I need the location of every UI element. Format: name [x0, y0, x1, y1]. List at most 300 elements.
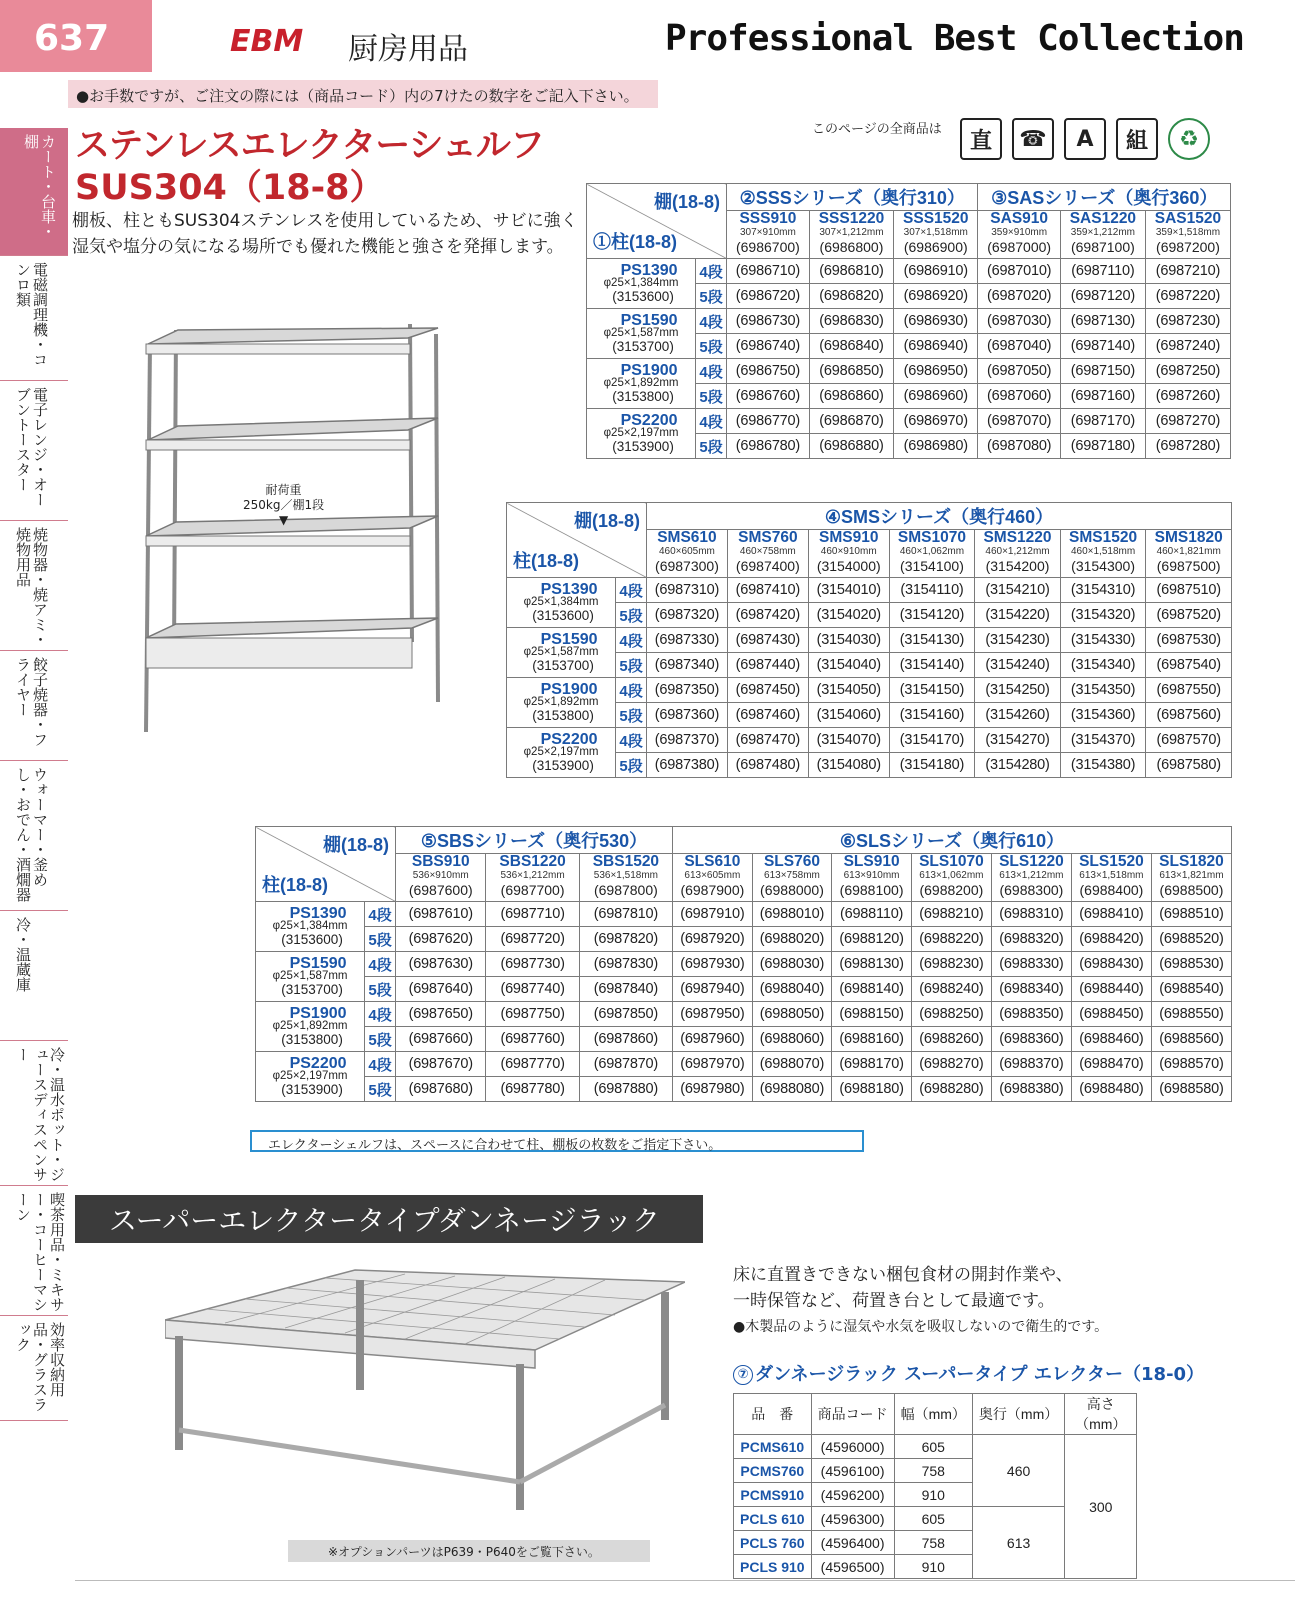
- product-code: (6987120): [1060, 284, 1145, 309]
- bottom-divider: [75, 1580, 1295, 1581]
- product-code: (6987060): [978, 384, 1060, 409]
- product-code: (6987810): [579, 902, 672, 927]
- model-code: (6987900): [680, 882, 745, 898]
- product-code: (6988080): [752, 1077, 832, 1102]
- level-cell: 5段: [616, 603, 647, 628]
- product-code: (3154230): [975, 628, 1061, 653]
- product-code: (6987650): [396, 1002, 486, 1027]
- model-code: (3154300): [1071, 558, 1135, 574]
- product-code: (6987250): [1145, 359, 1230, 384]
- sidebar-tab-label: カート・台車・棚: [22, 134, 57, 239]
- product-code: (6986770): [727, 409, 810, 434]
- product-code: (6987320): [647, 603, 728, 628]
- post-cell: [587, 259, 696, 309]
- product-code: (6987720): [486, 927, 579, 952]
- table-row: [734, 1435, 1137, 1459]
- series-header: ②SSSシリーズ（奥行310）: [727, 184, 978, 211]
- direct-ship-icon: 直: [960, 118, 1002, 160]
- model-name: SLS1070: [919, 853, 984, 870]
- product-code: (6986850): [809, 359, 893, 384]
- product-code: (6988120): [832, 927, 912, 952]
- product-code: (6987450): [727, 678, 808, 703]
- product-code: (6987480): [727, 753, 808, 778]
- post-code: (3153600): [281, 932, 343, 947]
- model-header: [1060, 530, 1146, 578]
- level-cell: 4段: [365, 952, 396, 977]
- product-code: (6987830): [579, 952, 672, 977]
- post-code: (3153900): [612, 439, 674, 454]
- product-code: (3154170): [889, 728, 975, 753]
- product-code: (6987540): [1146, 653, 1232, 678]
- product-code: (3154050): [808, 678, 889, 703]
- product-code: (3154140): [889, 653, 975, 678]
- post-name: PS1900: [289, 1005, 347, 1022]
- model-name: SLS1520: [1079, 853, 1144, 870]
- model-header: [808, 530, 889, 578]
- product-code: (6987010): [978, 259, 1060, 284]
- model-size: 460×605mm: [659, 546, 715, 557]
- model-header: [727, 530, 808, 578]
- level-cell: 5段: [696, 334, 727, 359]
- product-code: (6988450): [1071, 1002, 1151, 1027]
- product-code: (6988380): [991, 1077, 1071, 1102]
- post-size: φ25×2,197mm: [603, 427, 679, 439]
- product-code: (6988240): [911, 977, 991, 1002]
- sidebar-tab-label: 喫茶用品・ミキサー・コーヒーマシーン: [14, 1192, 66, 1312]
- post-code: (3153700): [612, 339, 674, 354]
- table-row: [587, 309, 1231, 334]
- model-size: 613×605mm: [684, 870, 741, 881]
- product-code: (6988340): [991, 977, 1071, 1002]
- dunnage-table-title: ⑦ ダンネージラック スーパータイプ エレクター（18-0）: [733, 1360, 1204, 1386]
- sidebar-tab-label: 電子レンジ・オーブントースター: [14, 387, 49, 507]
- shelf-label: 棚(18-8): [573, 511, 640, 531]
- product-code: (6987110): [1060, 259, 1145, 284]
- model-header: [647, 530, 728, 578]
- product-code: (3154210): [975, 578, 1061, 603]
- model-header: [991, 854, 1071, 902]
- product-code: (6988220): [911, 927, 991, 952]
- assembly-icon: 組: [1116, 118, 1158, 160]
- level-cell: 4段: [696, 409, 727, 434]
- product-code: (6988030): [752, 952, 832, 977]
- post-code: (3153800): [612, 389, 674, 404]
- product-code: (3154280): [975, 753, 1061, 778]
- table-row: [507, 578, 1232, 603]
- product-code: (6987920): [673, 927, 753, 952]
- dunnage-description: 床に直置きできない梱包食材の開封作業や、 一時保管など、荷置き台として最適です。 ●木製品のように湿気や水気を吸収しないので衛生的です。: [733, 1265, 1109, 1335]
- product-code: (4596300): [811, 1507, 894, 1531]
- model-size: 613×1,518mm: [1079, 870, 1144, 881]
- sidebar-tab: [0, 1041, 68, 1186]
- product-code: (6986830): [809, 309, 893, 334]
- table-row: [507, 603, 1232, 628]
- level-cell: 4段: [616, 628, 647, 653]
- product-code: (6988150): [832, 1002, 912, 1027]
- post-label: 柱(18-8): [513, 551, 580, 571]
- model-header: [727, 211, 810, 259]
- phone-order-icon: ☎: [1012, 118, 1054, 160]
- sidebar-tab: [0, 521, 68, 651]
- product-code: (6987660): [396, 1027, 486, 1052]
- post-cell: [587, 359, 696, 409]
- model-code: (6986800): [819, 239, 884, 255]
- post-cell: [507, 678, 616, 728]
- product-code: (6987670): [396, 1052, 486, 1077]
- product-code: (6987770): [486, 1052, 579, 1077]
- post-name: PS1390: [620, 262, 678, 279]
- post-size: φ25×1,587mm: [272, 970, 348, 982]
- product-code: (6987270): [1145, 409, 1230, 434]
- product-code: (6988460): [1071, 1027, 1151, 1052]
- product-code: (6987020): [978, 284, 1060, 309]
- model-size: 307×910mm: [739, 227, 796, 238]
- product-code: (6987340): [647, 653, 728, 678]
- level-cell: 5段: [365, 977, 396, 1002]
- model-code: (6988500): [1159, 882, 1224, 898]
- model-header: [889, 530, 975, 578]
- product-code: (6987940): [673, 977, 753, 1002]
- model-name: SMS760: [738, 529, 798, 546]
- product-code: (6987430): [727, 628, 808, 653]
- width-cell: 910: [894, 1555, 972, 1579]
- model-name: SBS1520: [592, 853, 660, 870]
- model-code: (6987700): [500, 882, 565, 898]
- model-size: 359×1,518mm: [1155, 227, 1221, 238]
- post-name: PS1590: [289, 955, 347, 972]
- post-code: (3153700): [281, 982, 343, 997]
- product-code: (3154150): [889, 678, 975, 703]
- product-code: (3154330): [1060, 628, 1146, 653]
- product-code: (6987370): [647, 728, 728, 753]
- table-row: [507, 753, 1232, 778]
- product-code: (6987750): [486, 1002, 579, 1027]
- service-icons: [960, 118, 1210, 160]
- model-number: PCLS 910: [734, 1555, 812, 1579]
- sidebar-tab: [0, 256, 68, 381]
- delivery-icon: A: [1064, 118, 1106, 160]
- product-code: (6987960): [673, 1027, 753, 1052]
- product-code: (6986740): [727, 334, 810, 359]
- product-code: (6987740): [486, 977, 579, 1002]
- option-note: ※オプションパーツはP639・P640をご覧下さい。: [288, 1540, 650, 1562]
- model-name: SMS610: [657, 529, 717, 546]
- model-code: (6988300): [999, 882, 1064, 898]
- product-code: (6987620): [396, 927, 486, 952]
- table-row: [507, 653, 1232, 678]
- product-code: (6987360): [647, 703, 728, 728]
- table-row: [587, 259, 1231, 284]
- product-code: (6988210): [911, 902, 991, 927]
- product-code: (3154060): [808, 703, 889, 728]
- model-size: 359×910mm: [991, 227, 1048, 238]
- product-code: (6987230): [1145, 309, 1230, 334]
- table-row: [507, 703, 1232, 728]
- table-row: [256, 1027, 1232, 1052]
- model-size: 307×1,212mm: [819, 227, 884, 238]
- level-cell: 5段: [365, 927, 396, 952]
- product-code: (6987130): [1060, 309, 1145, 334]
- product-code: (6987380): [647, 753, 728, 778]
- product-code: (6987140): [1060, 334, 1145, 359]
- product-code: (6986880): [809, 434, 893, 459]
- dunnage-table: [733, 1393, 1137, 1579]
- product-code: (6987070): [978, 409, 1060, 434]
- post-cell: [256, 1052, 365, 1102]
- sidebar-tab-label: 効率収納用品・グラスラック: [14, 1322, 66, 1412]
- product-code: (6988130): [832, 952, 912, 977]
- column-header: 幅（mm）: [894, 1394, 972, 1435]
- product-code: (6987820): [579, 927, 672, 952]
- post-size: φ25×2,197mm: [523, 746, 599, 758]
- product-code: (3154220): [975, 603, 1061, 628]
- product-code: (6987470): [727, 728, 808, 753]
- model-size: 613×910mm: [843, 870, 900, 881]
- model-header: [673, 854, 753, 902]
- model-header: [1071, 854, 1151, 902]
- product-code: (3154310): [1060, 578, 1146, 603]
- product-code: (6987530): [1146, 628, 1232, 653]
- column-header: 品 番: [734, 1394, 812, 1435]
- table-row: [507, 728, 1232, 753]
- product-code: (3154020): [808, 603, 889, 628]
- product-title: ステンレスエレクターシェルフ: [75, 126, 544, 166]
- model-name: SMS1820: [1154, 529, 1223, 546]
- product-code: (6987910): [673, 902, 753, 927]
- model-header: [832, 854, 912, 902]
- green-mark-icon: ♻: [1168, 118, 1210, 160]
- product-code: (6987630): [396, 952, 486, 977]
- post-cell: [587, 309, 696, 359]
- shelf-label: 棚(18-8): [653, 192, 720, 212]
- product-code: (6986710): [727, 259, 810, 284]
- product-code: (3154250): [975, 678, 1061, 703]
- post-name: PS1900: [620, 362, 678, 379]
- depth-cell: 613: [972, 1507, 1064, 1579]
- product-code: (6987570): [1146, 728, 1232, 753]
- product-code: (6986950): [894, 359, 978, 384]
- table-corner: [587, 184, 727, 259]
- product-code: (6988160): [832, 1027, 912, 1052]
- model-code: (6986700): [735, 239, 800, 255]
- product-code: (6987860): [579, 1027, 672, 1052]
- product-code: (3154350): [1060, 678, 1146, 703]
- load-capacity-label: 耐荷重 250kg／棚1段 ▼: [243, 483, 325, 527]
- product-code: (6987680): [396, 1077, 486, 1102]
- depth-cell: 460: [972, 1435, 1064, 1507]
- post-code: (3153700): [532, 658, 594, 673]
- sms-table: [506, 502, 1232, 778]
- post-size: φ25×1,892mm: [523, 696, 599, 708]
- product-code: (6986910): [894, 259, 978, 284]
- shelf-label: 棚(18-8): [322, 835, 389, 855]
- product-code: (6988320): [991, 927, 1071, 952]
- product-code: (6988330): [991, 952, 1071, 977]
- sidebar-tab-label: 電磁調理機・コンロ類: [14, 262, 49, 367]
- post-name: PS1390: [540, 581, 598, 598]
- collection-title: Professional Best Collection: [665, 18, 1244, 59]
- product-code: (3154030): [808, 628, 889, 653]
- model-size: 536×1,212mm: [500, 870, 565, 881]
- level-cell: 5段: [365, 1077, 396, 1102]
- shelf-illustration: [140, 322, 448, 734]
- model-number: PCLS 610: [734, 1507, 812, 1531]
- model-size: 613×758mm: [764, 870, 820, 881]
- table-row: [256, 1077, 1232, 1102]
- product-code: (6987870): [579, 1052, 672, 1077]
- model-name: SAS1520: [1154, 210, 1222, 227]
- product-code: (6987610): [396, 902, 486, 927]
- product-code: (6986980): [894, 434, 978, 459]
- product-code: (6988050): [752, 1002, 832, 1027]
- model-name: SMS1070: [897, 529, 966, 546]
- model-number: PCMS760: [734, 1459, 812, 1483]
- model-header: [486, 854, 579, 902]
- model-number: PCLS 760: [734, 1531, 812, 1555]
- product-code: (3154240): [975, 653, 1061, 678]
- product-subtitle: SUS304（18-8）: [75, 168, 385, 208]
- model-header: [1151, 854, 1231, 902]
- model-code: (6988200): [919, 882, 984, 898]
- sidebar-tab-label: ウォーマー・釜めし・おでん・酒燗器: [14, 767, 49, 902]
- product-code: (6988020): [752, 927, 832, 952]
- model-number: PCMS910: [734, 1483, 812, 1507]
- level-cell: 4段: [696, 259, 727, 284]
- product-code: (6987550): [1146, 678, 1232, 703]
- table-row: [256, 927, 1232, 952]
- product-code: (6987520): [1146, 603, 1232, 628]
- product-code: (6987640): [396, 977, 486, 1002]
- product-code: (3154360): [1060, 703, 1146, 728]
- series-header: ⑤SBSシリーズ（奥行530）: [396, 827, 673, 854]
- product-code: (6988480): [1071, 1077, 1151, 1102]
- model-number: PCMS610: [734, 1435, 812, 1459]
- model-code: (6987400): [735, 558, 800, 574]
- model-size: 460×1,821mm: [1156, 546, 1221, 557]
- level-cell: 4段: [365, 1052, 396, 1077]
- post-label: ①柱(18-8): [593, 232, 678, 252]
- table-corner: [507, 503, 647, 578]
- model-name: SSS1520: [903, 210, 969, 227]
- model-size: 613×1,821mm: [1159, 870, 1224, 881]
- product-code: (6988520): [1151, 927, 1231, 952]
- model-name: SMS910: [819, 529, 879, 546]
- product-code: (6986720): [727, 284, 810, 309]
- model-code: (6988000): [760, 882, 824, 898]
- model-size: 307×1,518mm: [903, 227, 968, 238]
- post-note: エレクターシェルフは、スペースに合わせて柱、棚板の枚数をご指定下さい。: [250, 1130, 864, 1152]
- model-header: [1145, 211, 1230, 259]
- product-code: (6986750): [727, 359, 810, 384]
- level-cell: 5段: [696, 284, 727, 309]
- product-code: (6988270): [911, 1052, 991, 1077]
- model-name: SLS760: [763, 853, 820, 870]
- sidebar-tab: [0, 1186, 68, 1316]
- series-header: ④SMSシリーズ（奥行460）: [647, 503, 1232, 530]
- series-header: ⑥SLSシリーズ（奥行610）: [673, 827, 1232, 854]
- dunnage-rack-illustration: [165, 1260, 685, 1540]
- table-row: [507, 678, 1232, 703]
- post-cell: [256, 902, 365, 952]
- product-code: (6987840): [579, 977, 672, 1002]
- post-code: (3153900): [281, 1082, 343, 1097]
- product-code: (6986960): [894, 384, 978, 409]
- product-code: (6987050): [978, 359, 1060, 384]
- table-row: [256, 952, 1232, 977]
- product-code: (6987930): [673, 952, 753, 977]
- sss-sas-table: [586, 183, 1231, 459]
- product-code: (6988440): [1071, 977, 1151, 1002]
- post-cell: [256, 1002, 365, 1052]
- model-code: (6987800): [593, 882, 658, 898]
- level-cell: 5段: [616, 703, 647, 728]
- product-code: (6988570): [1151, 1052, 1231, 1077]
- product-code: (6987040): [978, 334, 1060, 359]
- table-row: [587, 409, 1231, 434]
- product-code: (3154010): [808, 578, 889, 603]
- product-code: (6987280): [1145, 434, 1230, 459]
- product-code: (6988580): [1151, 1077, 1231, 1102]
- model-name: SSS910: [739, 210, 797, 227]
- model-header: [579, 854, 672, 902]
- product-code: (6987730): [486, 952, 579, 977]
- product-code: (6988530): [1151, 952, 1231, 977]
- model-header: [396, 854, 486, 902]
- product-code: (3154320): [1060, 603, 1146, 628]
- column-header: 商品コード: [811, 1394, 894, 1435]
- model-name: SLS1820: [1159, 853, 1224, 870]
- product-code: (6986920): [894, 284, 978, 309]
- level-cell: 4段: [365, 902, 396, 927]
- product-code: (6988370): [991, 1052, 1071, 1077]
- product-code: (3154130): [889, 628, 975, 653]
- post-code: (3153600): [612, 289, 674, 304]
- product-code: (6986780): [727, 434, 810, 459]
- sidebar-tab-label: 焼物器・焼アミ・焼物用品: [14, 527, 49, 647]
- sidebar-tab: [0, 911, 68, 1041]
- table-row: [256, 1002, 1232, 1027]
- post-size: φ25×1,892mm: [603, 377, 679, 389]
- product-code: (6987180): [1060, 434, 1145, 459]
- model-code: (6987000): [987, 239, 1052, 255]
- brand-logo: EBM: [230, 24, 304, 59]
- table-row: [256, 902, 1232, 927]
- product-code: (6987350): [647, 678, 728, 703]
- product-code: (6987330): [647, 628, 728, 653]
- model-header: [1060, 211, 1145, 259]
- product-code: (3154110): [889, 578, 975, 603]
- product-code: (3154180): [889, 753, 975, 778]
- model-name: SMS1220: [983, 529, 1052, 546]
- column-header: 高さ（mm）: [1065, 1394, 1137, 1435]
- post-size: φ25×2,197mm: [272, 1070, 348, 1082]
- product-code: (6988280): [911, 1077, 991, 1102]
- level-cell: 4段: [696, 309, 727, 334]
- model-name: SLS1220: [999, 853, 1064, 870]
- model-size: 460×1,212mm: [985, 546, 1050, 557]
- model-name: SMS1520: [1069, 529, 1138, 546]
- level-cell: 5段: [696, 384, 727, 409]
- order-notice: ●お手数ですが、ご注文の際には（商品コード）内の7けたの数字をご記入下さい。: [68, 80, 658, 108]
- width-cell: 605: [894, 1507, 972, 1531]
- product-code: (6988180): [832, 1077, 912, 1102]
- product-code: (6986810): [809, 259, 893, 284]
- product-code: (6988430): [1071, 952, 1151, 977]
- sbs-sls-table: [255, 826, 1232, 1102]
- post-name: PS2200: [620, 412, 678, 429]
- product-code: (6987410): [727, 578, 808, 603]
- product-code: (6988230): [911, 952, 991, 977]
